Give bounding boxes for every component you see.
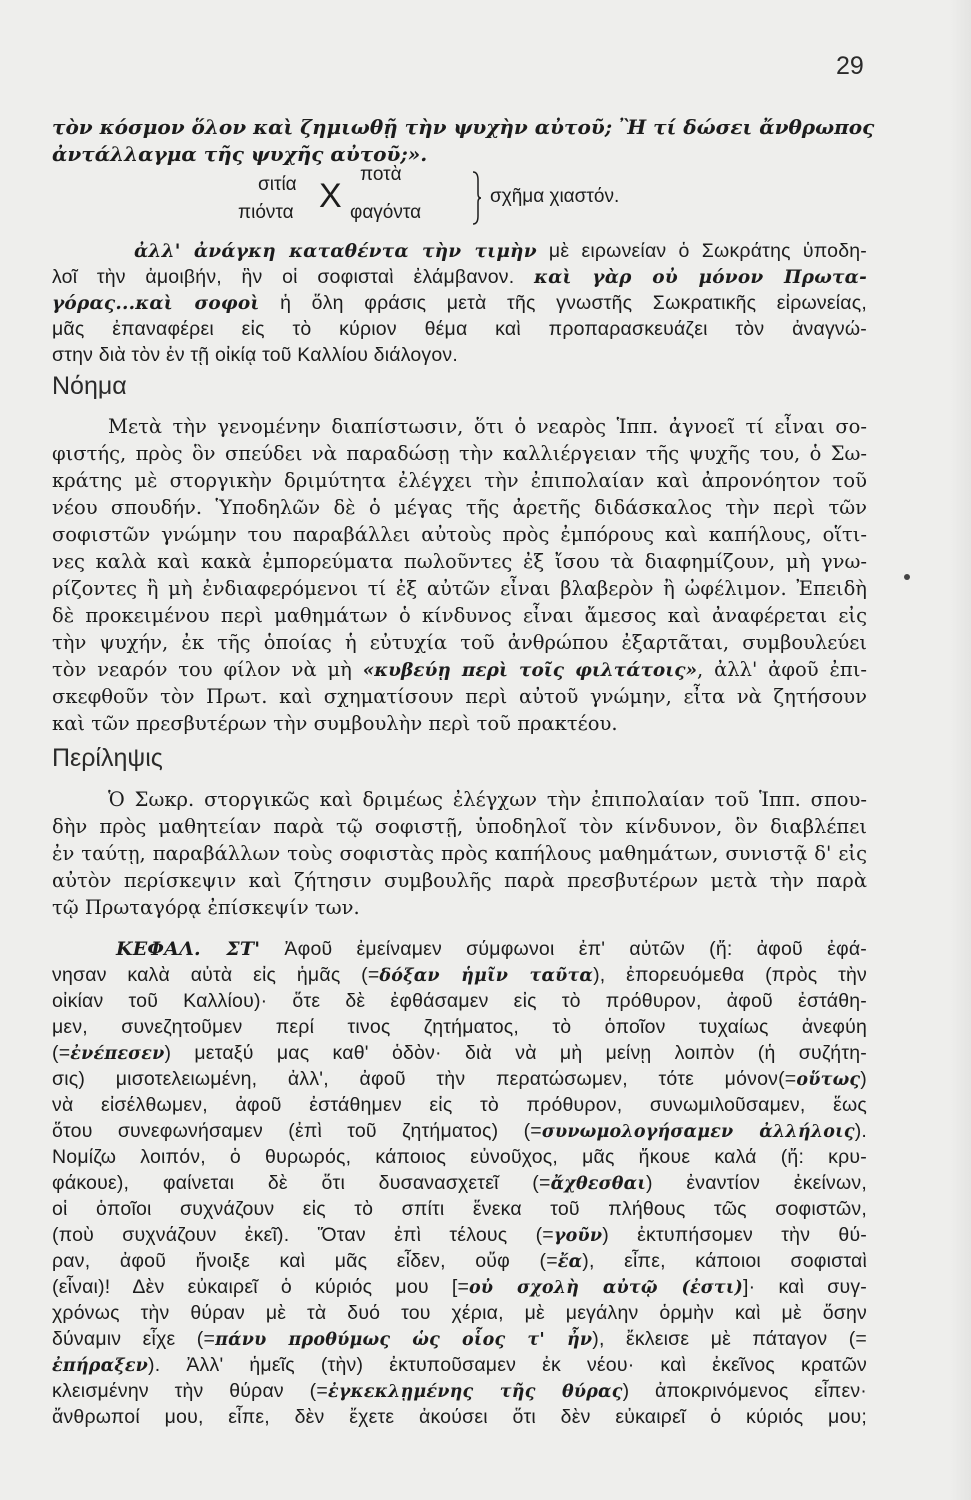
margin-dot bbox=[904, 574, 910, 580]
perilipsis-line-5: τῷ Πρωταγόρᾳ ἐπίσκεψίν των. bbox=[52, 896, 360, 919]
chapter-line-9: Νομίζω λοιπόν, ὁ θυρωρός, κάποιος εὐνοῦχος, μᾶς ἤκουε καλά (ἤ: κρυ- bbox=[52, 1146, 867, 1168]
intro-line-3: γόρας...καὶ σοφοὶ ἡ ὅλη φράσις μετὰ τῆς γνωστῆς Σωκρατικῆς εἰρωνείας, bbox=[52, 292, 867, 314]
section-heading-noima: Νόημα bbox=[52, 372, 127, 400]
chapter-line-2: νησαν καλὰ αὐτὰ εἰς ἡμᾶς (=δόξαν ἡμῖν ταῦτα), ἐπορευόμεθα (πρὸς τὴν bbox=[52, 964, 867, 986]
chapter-line-14: (εἶναι)! Δὲν εὐκαιρεῖ ὁ κύριός μου [=οὐ σχολὴ αὐτῷ (ἐστι)]· καὶ συγ- bbox=[52, 1276, 867, 1298]
chapter-line-17: ἐπήραξεν). Ἀλλ' ἡμεῖς (τὴν) ἐκτυποῦσαμεν ἐκ νέου· καὶ ἐκεῖνος κρατῶν bbox=[52, 1354, 867, 1376]
diagram-top-left: σιτία bbox=[258, 174, 297, 195]
noima-line-5: σοφιστῶν γνώμην του παραβάλλει αὐτοὺς πρὸς ἐμπόρους καὶ καπήλους, οἵτι- bbox=[52, 523, 867, 546]
chapter-line-8: ὅτου συνεφωνήσαμεν (ἐπὶ τοῦ ζητήματος) (=συνωμολογήσαμεν ἀλλήλοις). bbox=[52, 1120, 868, 1142]
diagram-top-right: ποτὰ bbox=[360, 164, 402, 185]
noima-line-11: σκεφθοῦν τὸν Πρωτ. καὶ σχηματίσουν περὶ αὐτοῦ γνώμην, εἶτα νὰ ζητήσουν bbox=[52, 685, 867, 708]
intro-line-2: λοῖ τὴν ἀμοιβήν, ἣν οἱ σοφισταὶ ἐλάμβανον. καὶ γὰρ οὐ μόνον Πρωτα- bbox=[52, 266, 868, 288]
perilipsis-line-2: δὴν πρὸς μαθητείαν παρὰ τῷ σοφιστῇ, ὑποδηλοῖ τὸν κίνδυνον, ὃν διαβλέπει bbox=[52, 815, 867, 838]
diagram-brace bbox=[472, 170, 482, 226]
quote-line-1: τὸν κόσμον ὅλον καὶ ζημιωθῇ τὴν ψυχὴν αὐτοῦ; Ἢ τί δώσει ἄνθρωπος bbox=[52, 115, 875, 139]
noima-line-9: τὴν ψυχήν, ἐκ τῆς ὁποίας ἡ εὐτυχία τοῦ ἀνθρώπου ἐξαρτᾶται, συμβουλεύει bbox=[52, 631, 867, 654]
chapter-line-10: φάκουε), φαίνεται δὲ ὅτι δυσανασχετεῖ (=ἄχθεσθαι) ἐναντίον ἐκείνων, bbox=[52, 1172, 867, 1194]
diagram-cross: X bbox=[319, 177, 342, 215]
perilipsis-line-3: ἐν ταύτῃ, παραβάλλων τοὺς σοφιστὰς πρὸς καπήλους μαθημάτων, συνιστᾷ δ' εἰς bbox=[52, 842, 867, 865]
chapter-line-16: δύναμιν εἶχε (=πάνυ προθύμως ὡς οἷος τ' ἦν), ἔκλεισε μὲ πάταγον (= bbox=[52, 1328, 867, 1350]
chapter-line-7: νὰ εἰσέλθωμεν, ἀφοῦ ἐστάθημεν εἰς τὸ πρόθυρον, συνωμιλοῦσαμεν, ἕως bbox=[52, 1094, 867, 1116]
chiasmus-diagram bbox=[238, 164, 730, 232]
chapter-line-5: (=ἐνέπεσεν) μεταξύ μας καθ' ὁδὸν· διὰ νὰ μὴ μείνῃ λοιπὸν (ἡ συζήτη- bbox=[52, 1042, 867, 1064]
quote-line-2: ἀντάλλαγμα τῆς ψυχῆς αὐτοῦ;». bbox=[52, 142, 428, 166]
chapter-line-18: κλεισμένην τὴν θύραν (=ἐγκεκλῃμένης τῆς θύρας) ἀποκρινόμενος εἶπεν· bbox=[52, 1380, 868, 1402]
noima-line-3: κράτης μὲ στοργικὴν δριμύτητα ἐλέγχει τὴν ἐπιπολαίαν καὶ ἀπρονόητον τοῦ bbox=[52, 469, 867, 492]
section-heading-perilipsis: Περίληψις bbox=[52, 744, 163, 772]
chapter-line-12: (ποὺ συχνάζουν ἐκεῖ). Ὅταν ἐπὶ τέλους (=γοῦν) ἐκτυπήσομεν τὴν θύ- bbox=[52, 1224, 867, 1246]
chapter-line-19: ἄνθρωποί μου, εἶπε, δὲν ἔχετε ἀκούσει ὅτι δὲν εὐκαιρεῖ ὁ κύριός μου; bbox=[52, 1406, 867, 1428]
intro-line-4: μᾶς ἐπαναφέρει εἰς τὸ κύριον θέμα καὶ προπαρασκευάζει τὸν ἀναγνώ- bbox=[52, 318, 867, 340]
noima-line-6: νες καλὰ καὶ κακὰ ἐμπορεύματα πωλοῦντες ἐξ ἴσου τὰ διαφημίζουν, μὴ γνω- bbox=[52, 550, 867, 573]
chapter-line-13: ραν, ἀφοῦ ἤνοιξε καὶ μᾶς εἶδεν, οὔφ (=ἔα), εἶπε, κάποιοι σοφισταὶ bbox=[52, 1250, 867, 1272]
noima-line-1: Μετὰ τὴν γενομένην διαπίστωσιν, ὅτι ὁ νεαρὸς Ἱππ. ἀγνοεῖ τί εἶναι σο- bbox=[108, 415, 867, 438]
noima-line-2: φιστής, πρὸς ὃν σπεύδει νὰ παραδώσῃ τὴν καλλιέργειαν τῆς ψυχῆς του, ὁ Σω- bbox=[52, 442, 867, 465]
page-edge-shadow bbox=[950, 0, 971, 1500]
noima-line-10: τὸν νεαρόν του φίλον νὰ μὴ «κυβεύῃ περὶ τοῖς φιλτάτοις», ἀλλ' ἀφοῦ ἐπι- bbox=[52, 658, 867, 681]
noima-line-4: νέου σπουδήν. Ὑποδηλῶν δὲ ὁ μέγας τῆς ἀρετῆς διδάσκαλος τὴν περὶ τῶν bbox=[52, 496, 867, 519]
chapter-line-1: ΚΕΦΑΛ. ΣΤ' Ἀφοῦ ἐμείναμεν σύμφωνοι ἐπ' αὐτῶν (ἤ: ἀφοῦ ἐφά- bbox=[116, 938, 867, 960]
chapter-line-11: οἱ ὁποῖοι συχνάζουν εἰς τὸ σπίτι ἕνεκα τοῦ πλήθους τῶς σοφιστῶν, bbox=[52, 1198, 867, 1220]
noima-line-8: δὲ προκειμένου περὶ μαθημάτων ὁ κίνδυνος εἶναι ἄμεσος καὶ ἀναφέρεται εἰς bbox=[52, 604, 867, 627]
chapter-line-15: χρόνως τὴν θύραν μὲ τὰ δυό του χέρια, μὲ μεγάλην ὁρμὴν καὶ μὲ ὅσην bbox=[52, 1302, 867, 1324]
intro-line-1: ἀλλ' ἀνάγκη καταθέντα τὴν τιμὴν μὲ ειρωνείαν ὁ Σωκράτης ὑποδη- bbox=[134, 240, 867, 262]
perilipsis-line-4: αὐτὸν περίσκεψιν καὶ ζήτησιν συμβουλῆς παρὰ πρεσβυτέρων μετὰ τὴν παρὰ bbox=[52, 869, 867, 892]
noima-line-12: καὶ τῶν πρεσβυτέρων τὴν συμβουλὴν περὶ τοῦ πρακτέου. bbox=[52, 712, 618, 735]
chapter-label: ΚΕΦΑΛ. ΣΤ' bbox=[116, 938, 261, 960]
diagram-bottom-right: φαγόντα bbox=[350, 202, 422, 223]
noima-line-7: ρίζοντες ἢ μὴ ἐνδιαφερόμενοι τί ἐξ αὐτῶν εἶναι βλαβερὸν ἢ ὠφέλιμον. Ἐπειδὴ bbox=[52, 577, 867, 600]
chapter-line-6: σις) μισοτελειωμένη, ἀλλ', ἀφοῦ τὴν περατώσωμεν, τότε μόνον(=οὕτως) bbox=[52, 1068, 867, 1090]
perilipsis-line-1: Ὁ Σωκρ. στοργικῶς καὶ δριμέως ἐλέγχων τὴν ἐπιπολαίαν τοῦ Ἱππ. σπου- bbox=[108, 788, 867, 811]
intro-line-5: στην διὰ τὸν ἐν τῇ οἰκίᾳ τοῦ Καλλίου διάλογον. bbox=[52, 344, 458, 366]
chapter-line-4: μεν, συνεζητοῦμεν περί τινος ζητήματος, τὸ ὁποῖον τυχαίως ἀνεφύη bbox=[52, 1016, 867, 1038]
diagram-label: σχῆμα χιαστόν. bbox=[490, 186, 620, 207]
chapter-line-3: οἰκίαν τοῦ Καλλίου)· ὅτε δὲ ἐφθάσαμεν εἰς τὸ πρόθυρον, ἀφοῦ ἐστάθη- bbox=[52, 990, 867, 1012]
page-number: 29 bbox=[836, 52, 864, 80]
diagram-bottom-left: πιόντα bbox=[238, 202, 294, 223]
